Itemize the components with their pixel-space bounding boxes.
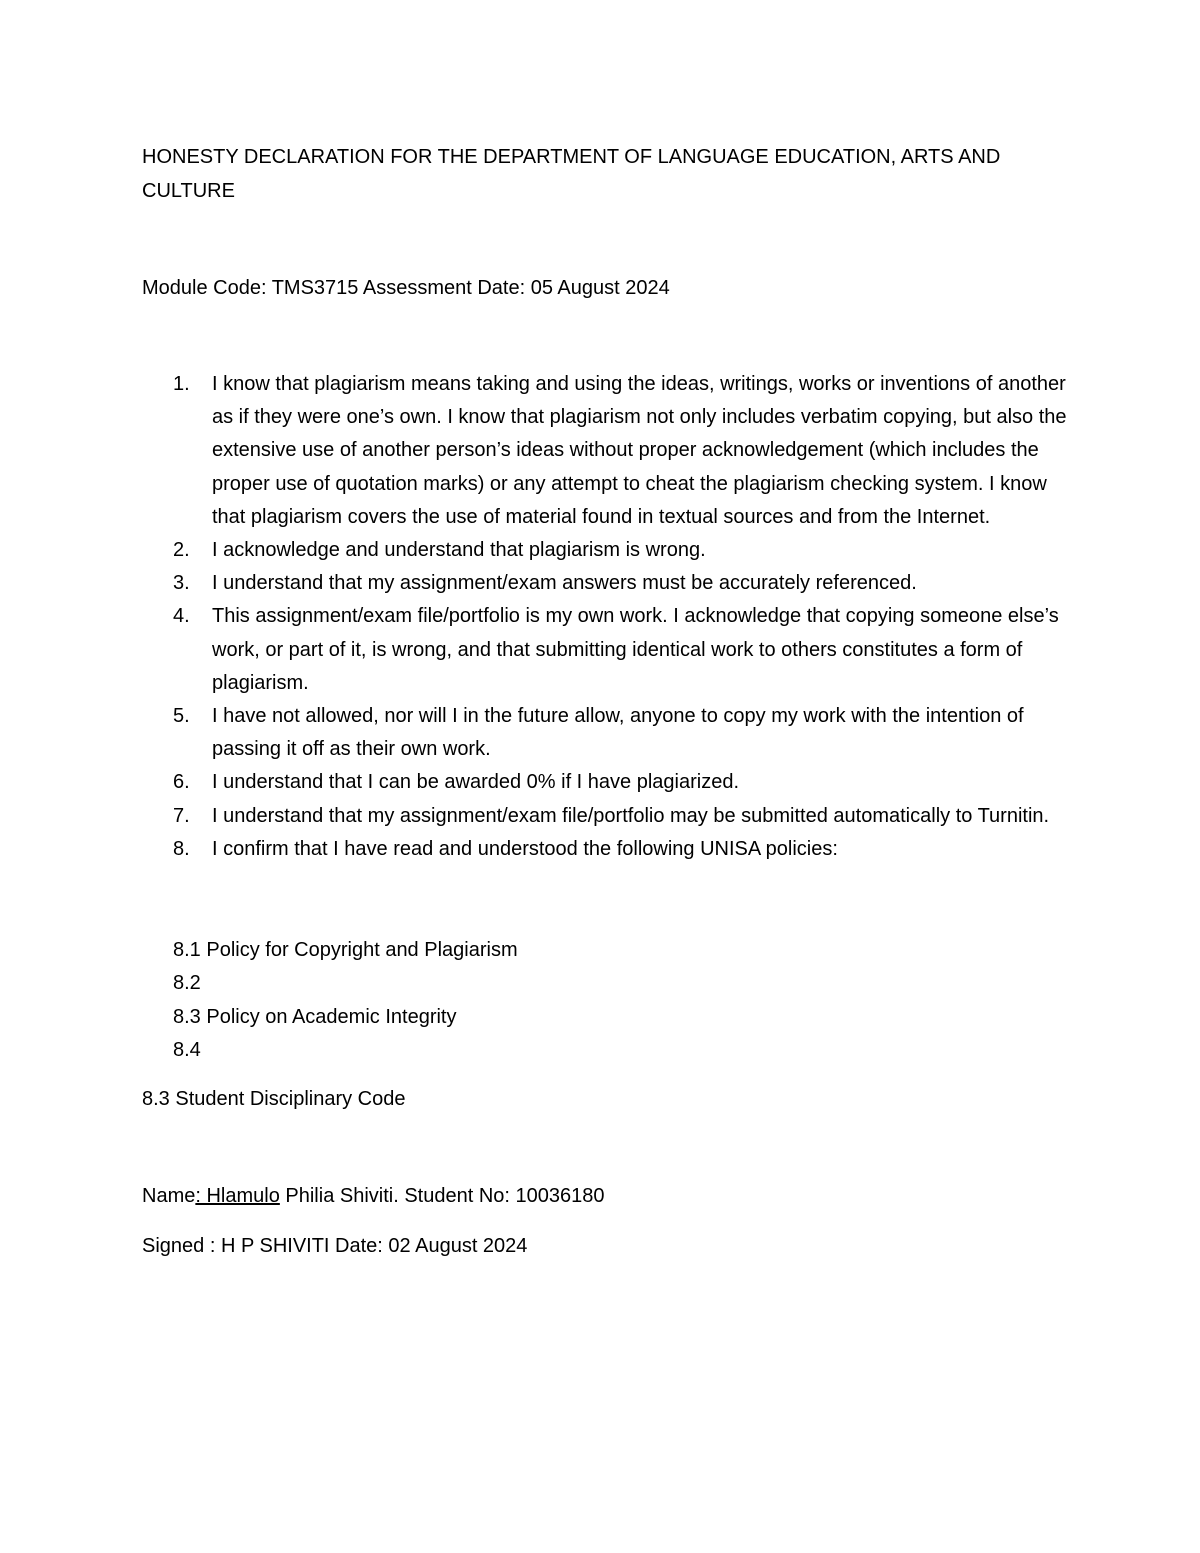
list-item-number: 5. [173, 705, 190, 728]
policy-item: 8.2 [173, 972, 201, 994]
list-item-text: I have not allowed, nor will I in the future allow, anyone to copy my work with the intention of passing it off as their own work. [212, 705, 1024, 761]
list-item-text: This assignment/exam file/portfolio is my own work. I acknowledge that copying someone else’s work, or part of it, is wrong, and that submitting identical work to others constitutes a form of plagiarism. [212, 605, 1059, 694]
list-item [173, 700, 1073, 766]
declaration-list [173, 368, 1073, 866]
policy-item: 8.1 Policy for Copyright and Plagiarism [173, 939, 518, 961]
list-item [173, 567, 1073, 600]
policy-item: 8.3 Policy on Academic Integrity [173, 1006, 457, 1028]
list-item [173, 534, 1073, 567]
student-first-name: : Hlamulo [195, 1185, 280, 1207]
signature-line: Signed : H P SHIVITI Date: 02 August 2024 [142, 1235, 528, 1257]
module-code-line: Module Code: TMS3715 Assessment Date: 05 August 2024 [142, 277, 670, 299]
list-item-number: 6. [173, 771, 190, 794]
list-item-number: 8. [173, 837, 190, 860]
list-item [173, 600, 1073, 700]
name-label: Name [142, 1185, 196, 1207]
document-title: HONESTY DECLARATION FOR THE DEPARTMENT OF LANGUAGE EDUCATION, ARTS AND CULTURE [142, 146, 1001, 202]
list-item [173, 833, 1073, 866]
list-item-number: 1. [173, 373, 190, 395]
list-item [173, 368, 1073, 534]
list-item-number: 3. [173, 572, 190, 595]
policy-item: 8.4 [173, 1039, 201, 1061]
list-item-text: I understand that my assignment/exam file/portfolio may be submitted automatically to Turnitin. [212, 804, 1050, 827]
list-item-number: 4. [173, 605, 190, 628]
list-item-number: 2. [173, 539, 190, 562]
list-item-text: I acknowledge and understand that plagiarism is wrong. [212, 539, 706, 562]
disciplinary-code-line: 8.3 Student Disciplinary Code [142, 1088, 406, 1110]
list-item-text: I know that plagiarism means taking and using the ideas, writings, works or inventions of another as if they were one’s own. I know that plagiarism not only includes verbatim copying, but also the extensive use of another person’s ideas without proper acknowledgement (which includes the proper use of quotation marks) or any attempt to cheat the plagiarism checking system. I know that plagiarism covers the use of material found in textual sources and from the Internet. [212, 373, 1067, 528]
list-item-text: I understand that my assignment/exam answers must be accurately referenced. [212, 572, 917, 595]
list-item [173, 766, 1073, 799]
student-name-rest: Philia Shiviti. Student No: 10036180 [279, 1185, 605, 1207]
list-item-text: I understand that I can be awarded 0% if I have plagiarized. [212, 771, 740, 794]
list-item-number: 7. [173, 804, 190, 827]
list-item [173, 800, 1073, 833]
student-name-line [142, 1180, 605, 1213]
list-item-text: I confirm that I have read and understood the following UNISA policies: [212, 837, 838, 860]
